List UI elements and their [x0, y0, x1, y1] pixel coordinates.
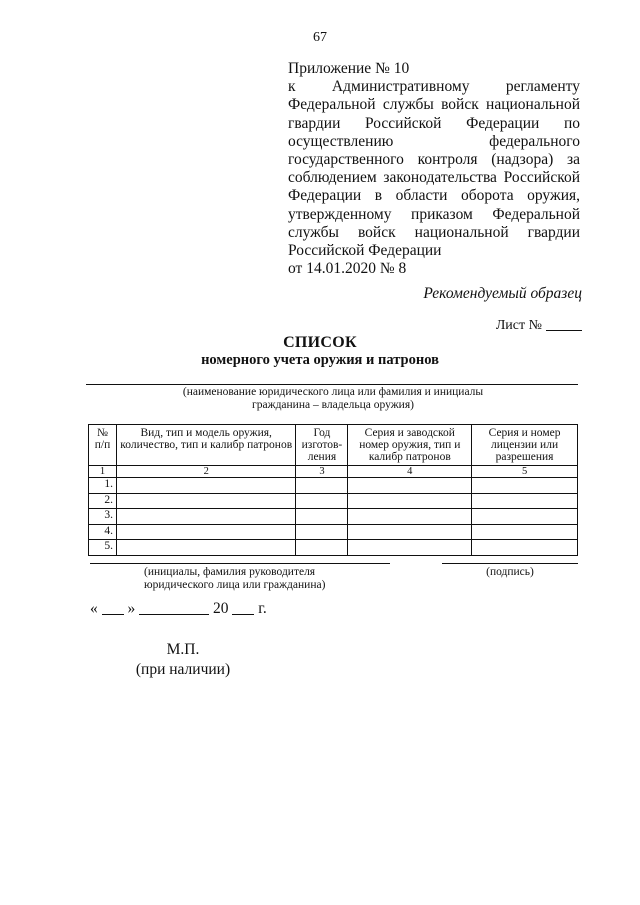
org-name-line: [86, 384, 578, 385]
sheet-label: Лист №: [495, 318, 542, 333]
table-cell: [296, 524, 348, 540]
column-number: 1: [89, 466, 117, 478]
stamp-place: [128, 640, 238, 680]
signer-caption-line: (инициалы, фамилия руководителя: [144, 566, 316, 578]
signature-line: [442, 563, 578, 564]
table-cell: [296, 478, 348, 494]
org-caption-line: гражданина – владельца оружия): [252, 399, 414, 411]
column-number: 5: [472, 466, 578, 478]
table-cell: [116, 540, 296, 556]
appendix-line: Российской Федерации: [288, 242, 442, 260]
table-row: [89, 540, 578, 556]
header-weapon-type: Вид, тип и модель оружия, количество, тип и калибр патронов: [116, 425, 296, 466]
appendix-line: от 14.01.2020 № 8: [288, 260, 407, 278]
table-cell: [472, 509, 578, 525]
page-number: 67: [313, 30, 327, 45]
signer-caption: [144, 566, 344, 592]
signer-caption-line: юридического лица или гражданина): [144, 579, 326, 591]
appendix-line: утвержденному приказом Федеральной: [288, 205, 580, 223]
weapons-register-table: [88, 424, 578, 556]
sample-label: Рекомендуемый образец: [423, 285, 582, 302]
table-cell: [348, 509, 472, 525]
date-line: [90, 600, 267, 618]
row-number: 3.: [89, 509, 117, 525]
date-open-quote: «: [90, 600, 98, 617]
header-license: Серия и номер лицензии или разрешения: [472, 425, 578, 466]
document-title: СПИСОК: [283, 334, 357, 351]
table-cell: [116, 478, 296, 494]
year-blank: [232, 600, 254, 615]
date-year-suffix: г.: [258, 600, 267, 617]
table-cell: [116, 524, 296, 540]
row-number: 1.: [89, 478, 117, 494]
header-serial-number: Серия и заводской номер оружия, тип и калибр патронов: [348, 425, 472, 466]
signature-caption: (подпись): [486, 566, 534, 578]
org-name-caption: [160, 386, 506, 412]
sheet-number: [496, 318, 582, 334]
table-cell: [472, 493, 578, 509]
header-year: Год изготов-ления: [296, 425, 348, 466]
appendix-line: осуществлению федерального: [288, 132, 580, 150]
table-row: [89, 478, 578, 494]
table-row: [89, 509, 578, 525]
stamp-note: (при наличии): [135, 661, 231, 678]
date-century: 20: [213, 600, 229, 617]
table-cell: [472, 540, 578, 556]
date-close-quote: »: [127, 600, 136, 617]
table-cell: [472, 478, 578, 494]
appendix-line: службы войск национальной гвардии: [288, 223, 580, 241]
row-number: 2.: [89, 493, 117, 509]
day-blank: [102, 600, 124, 615]
appendix-line: соблюдением законодательства Российской: [288, 169, 580, 187]
table-cell: [348, 524, 472, 540]
table-row: [89, 524, 578, 540]
table-cell: [296, 509, 348, 525]
table-cell: [116, 509, 296, 525]
table-cell: [472, 524, 578, 540]
table-cell: [296, 493, 348, 509]
appendix-block: [288, 60, 580, 278]
row-number: 4.: [89, 524, 117, 540]
column-number: 4: [348, 466, 472, 478]
column-number: 3: [296, 466, 348, 478]
table-cell: [296, 540, 348, 556]
appendix-line: государственного контроля (надзора) за: [288, 151, 580, 169]
signer-name-line: [90, 563, 390, 564]
stamp-label: М.П.: [166, 641, 200, 658]
appendix-line: к Административному регламенту: [288, 78, 580, 96]
column-number: 2: [116, 466, 296, 478]
appendix-line: Приложение № 10: [288, 60, 410, 77]
column-numbers-row: [89, 466, 578, 478]
table-row: [89, 493, 578, 509]
appendix-line: гвардии Российской Федерации по: [288, 114, 580, 132]
table-cell: [348, 478, 472, 494]
table-cell: [348, 493, 472, 509]
appendix-line: Федеральной службы войск национальной: [288, 96, 580, 114]
table-cell: [116, 493, 296, 509]
month-blank: [139, 600, 209, 615]
document-subtitle: номерного учета оружия и патронов: [201, 352, 439, 368]
row-number: 5.: [89, 540, 117, 556]
sheet-number-blank: [546, 329, 582, 331]
appendix-line: Федерации в области оборота оружия,: [288, 187, 580, 205]
org-caption-line: (наименование юридического лица или фамилия и инициалы: [182, 386, 484, 398]
table-cell: [348, 540, 472, 556]
header-row-number: № п/п: [89, 425, 117, 466]
